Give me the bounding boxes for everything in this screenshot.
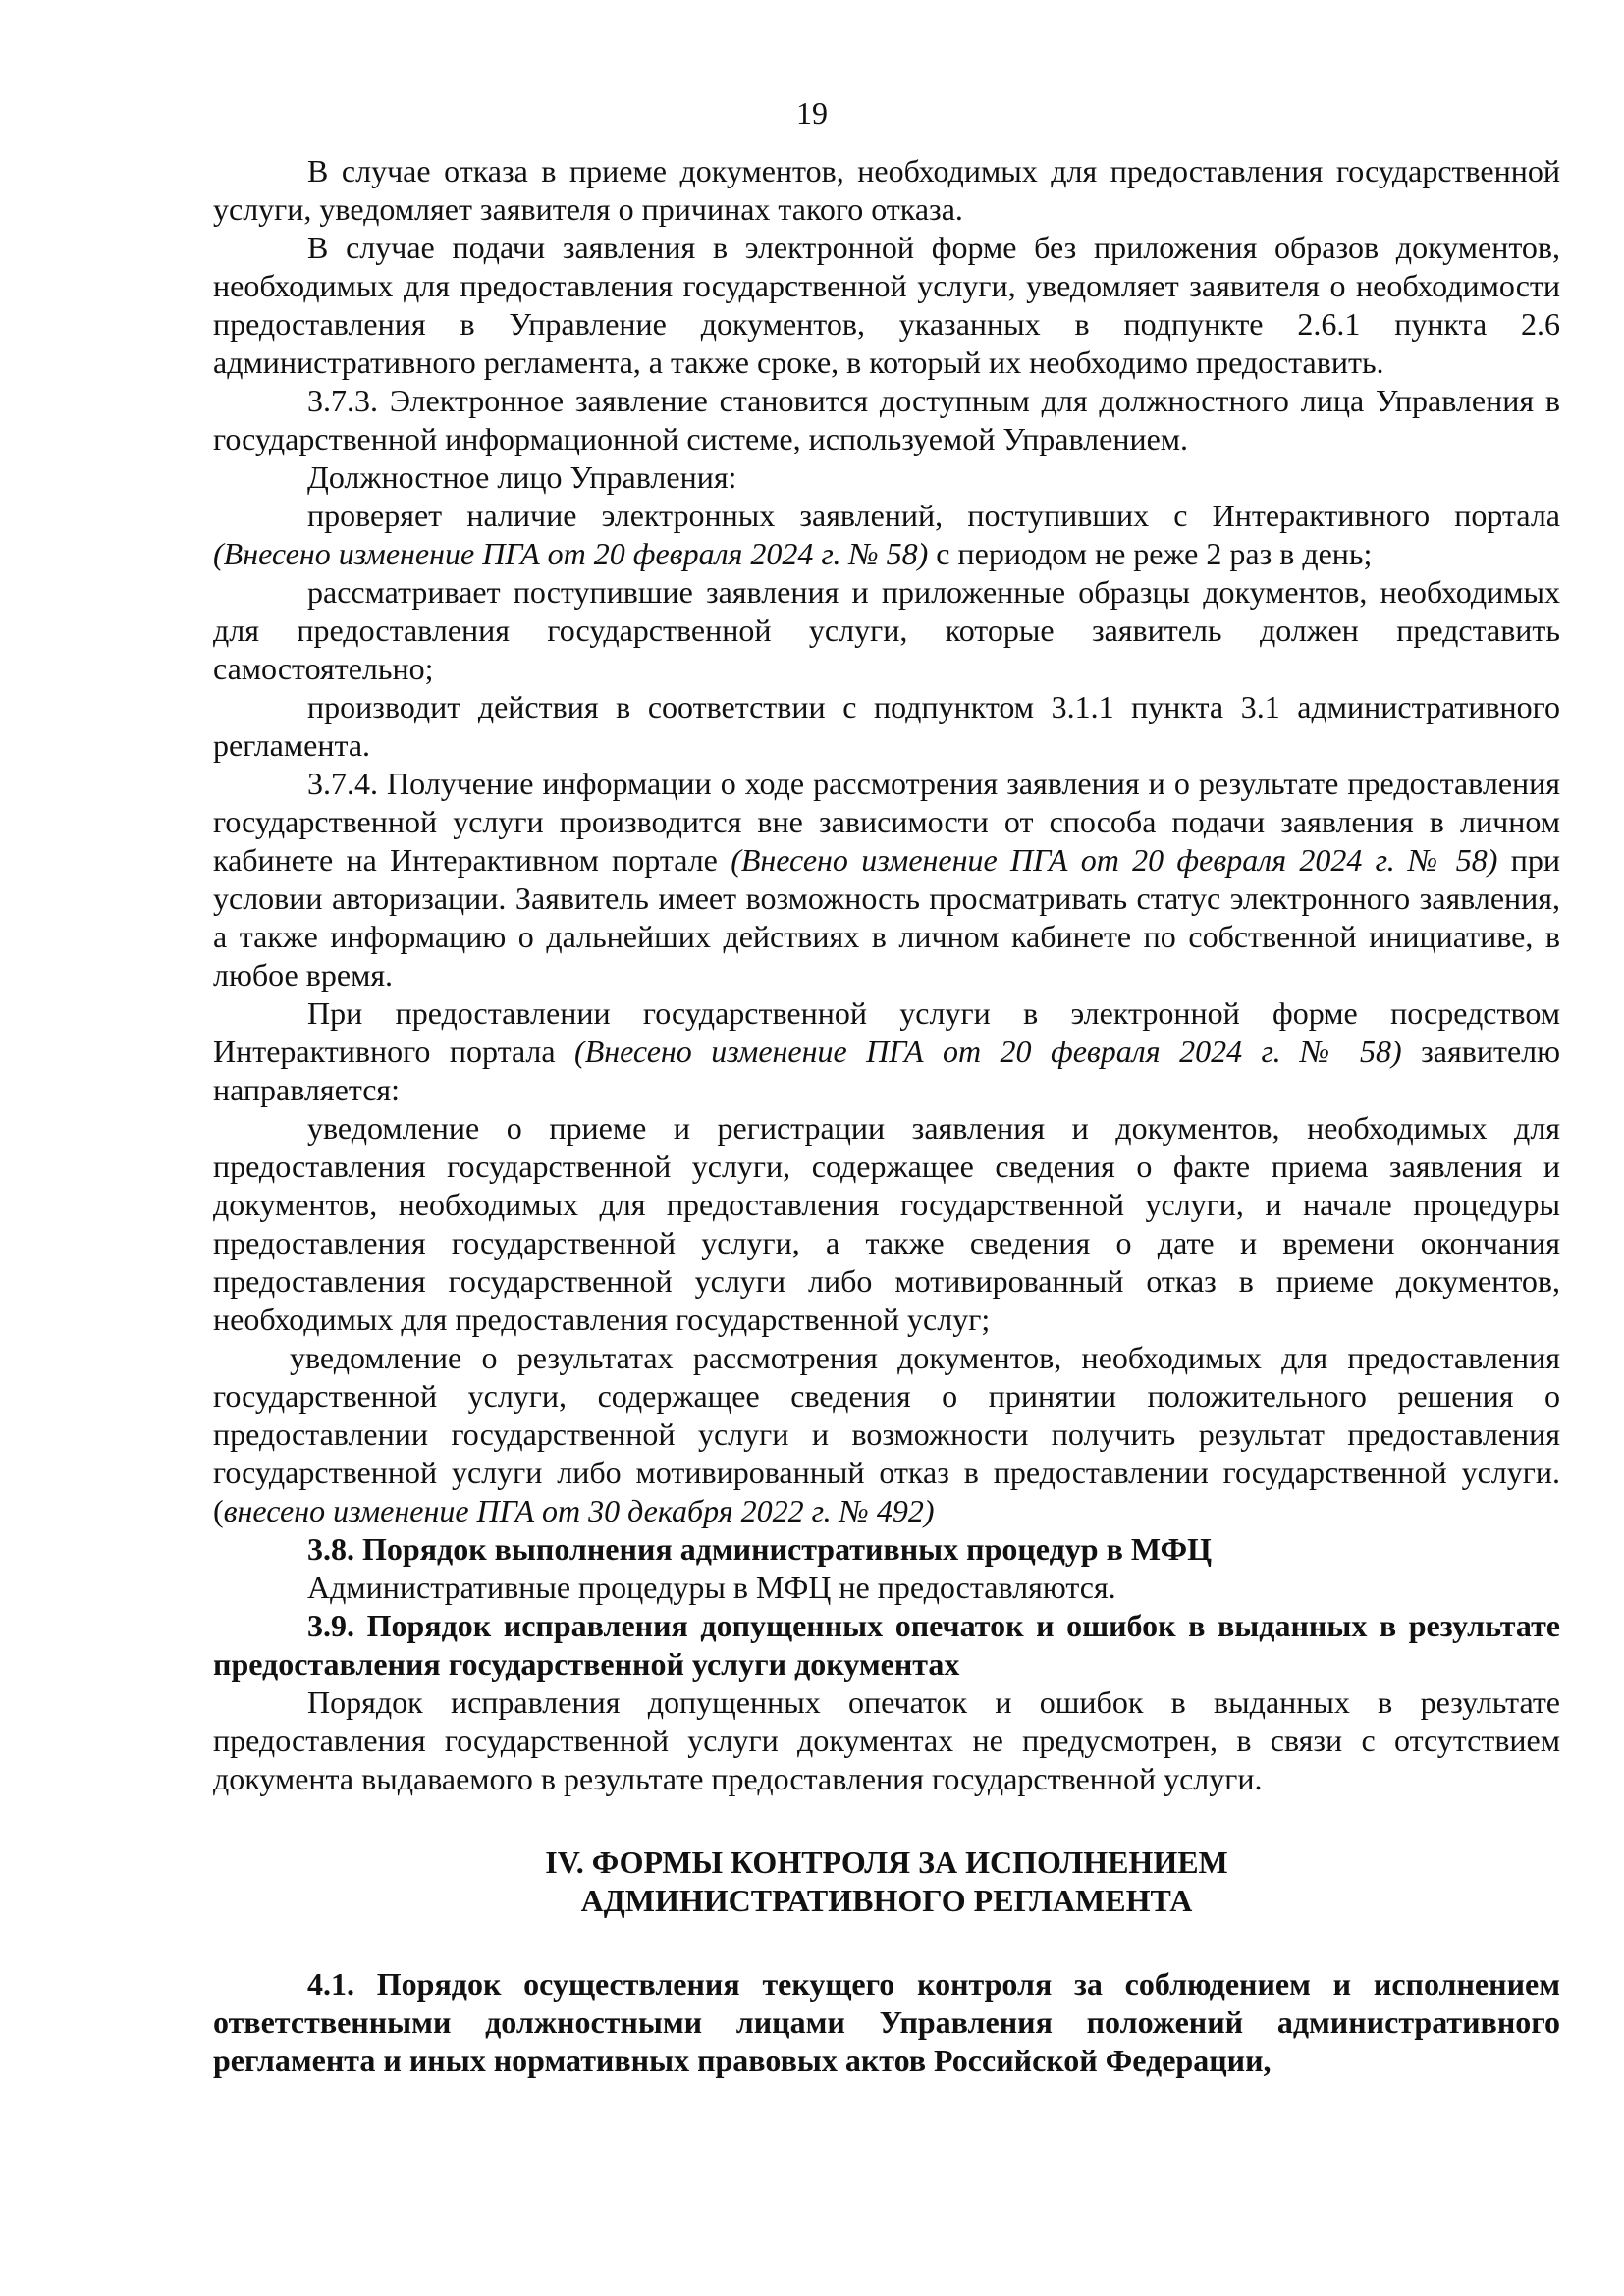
section-iv-title <box>213 1843 1560 1920</box>
paragraph-text: при условии авторизации. Заявитель имеет возможность просматривать статус электронного заявления, а также информацию о дальнейших действиях в личном кабинете по собственной инициативе, в любое время. <box>213 842 1561 992</box>
paragraph-checks-applications <box>213 497 1560 573</box>
paragraph-reviews-applications: рассматривает поступившие заявления и приложенные образцы документов, необходимых для предоставления государственной услуги, которые заявитель должен представить самостоятельно; <box>213 574 1560 686</box>
document-body <box>213 152 1560 2080</box>
paragraph-text: заявителю направляется: <box>213 1034 1561 1107</box>
paragraph-registration-notice: уведомление о приеме и регистрации заявления и документов, необходимых для предоставления государственной услуги, содержащее сведения о факте приема заявления и документов, необходимых для предоставления государственной услуги, и начале процедуры предоставления государственной услуги, а также сведения о дате и времени окончания предоставления государственной услуги либо мотивированный отказ в приеме документов, необходимых для предоставления государственной услуг; <box>213 1110 1560 1337</box>
paragraph-3-7-4 <box>213 765 1560 994</box>
amendment-note: (Внесено изменение ПГА от 20 февраля 2024 г. № 58) <box>731 842 1498 878</box>
section-iv-title-line1: IV. ФОРМЫ КОНТРОЛЯ ЗА ИСПОЛНЕНИЕМ <box>545 1844 1228 1880</box>
section-iv-title-line2: АДМИНИСТРАТИВНОГО РЕГЛАМЕНТА <box>580 1883 1193 1918</box>
paragraph-results-notice <box>213 1339 1560 1530</box>
paragraph-electronic-submission: В случае подачи заявления в электронной форме без приложения образов документов, необходимых для предоставления государственной услуги, уведомляет заявителя о необходимости предоставления в Управление документов, указанных в подпункте 2.6.1 пункта 2.6 административного регламента, а также сроке, в который их необходимо предоставить. <box>213 230 1560 380</box>
section-3-9-heading: 3.9. Порядок исправления допущенных опечаток и ошибок в выданных в результате предоставления государственной услуги документах <box>213 1608 1560 1682</box>
paragraph-refusal-notice: В случае отказа в приеме документов, необходимых для предоставления государственной услуги, уведомляет заявителя о причинах такого отказа. <box>213 153 1560 227</box>
amendment-note: (Внесено изменение ПГА от 20 февраля 2024 г. № 58) <box>574 1034 1402 1069</box>
section-3-8-text: Административные процедуры в МФЦ не предоставляются. <box>307 1570 1116 1605</box>
page-number: 19 <box>796 95 828 131</box>
paragraph-electronic-form <box>213 994 1560 1109</box>
paragraph-3-7-3: 3.7.3. Электронное заявление становится доступным для должностного лица Управления в государственной информационной системе, используемой Управлением. <box>213 383 1560 456</box>
section-4-1-heading: 4.1. Порядок осуществления текущего контроля за соблюдением и исполнением ответственными должностными лицами Управления положений административного регламента и иных нормативных правовых актов Российской Федерации, <box>213 1966 1560 2078</box>
amendment-note: внесено изменение ПГА от 30 декабря 2022 г. № 492) <box>223 1493 935 1528</box>
paragraph-text: 3.7.4. Получение информации о ходе рассмотрения заявления и о результате предоставления государственной услуги производится вне зависимости от способа подачи заявления в личном кабинете на Интерактивном портале <box>213 766 1560 878</box>
amendment-note: (Внесено изменение ПГА от 20 февраля 2024 г. № 58) <box>213 536 929 571</box>
paragraph-text: проверяет наличие электронных заявлений, поступивших с Интерактивного портала <box>307 498 1560 533</box>
paragraph-text: При предоставлении государственной услуги в электронной форме посредством Интерактивного портала <box>213 995 1560 1069</box>
paragraph-official-intro: Должностное лицо Управления: <box>307 459 737 495</box>
paragraph-text: с периодом не реже 2 раз в день; <box>928 536 1373 571</box>
paragraph-text: уведомление о результатах рассмотрения документов, необходимых для предоставления государственной услуги, содержащее сведения о принятии положительного решения о предоставлении государственной услуги и возможности получить результат предоставления государственной услуги либо мотивированный отказ в предоставлении государственной услуги. ( <box>213 1340 1560 1528</box>
paragraph-performs-actions: производит действия в соответствии с подпунктом 3.1.1 пункта 3.1 административного регламента. <box>213 689 1560 763</box>
section-3-9-text: Порядок исправления допущенных опечаток и ошибок в выданных в результате предоставления государственной услуги документах не предусмотрен, в связи с отсутствием документа выдаваемого в результате предоставления государственной услуги. <box>213 1684 1560 1796</box>
section-3-8-heading: 3.8. Порядок выполнения административных процедур в МФЦ <box>307 1531 1212 1567</box>
